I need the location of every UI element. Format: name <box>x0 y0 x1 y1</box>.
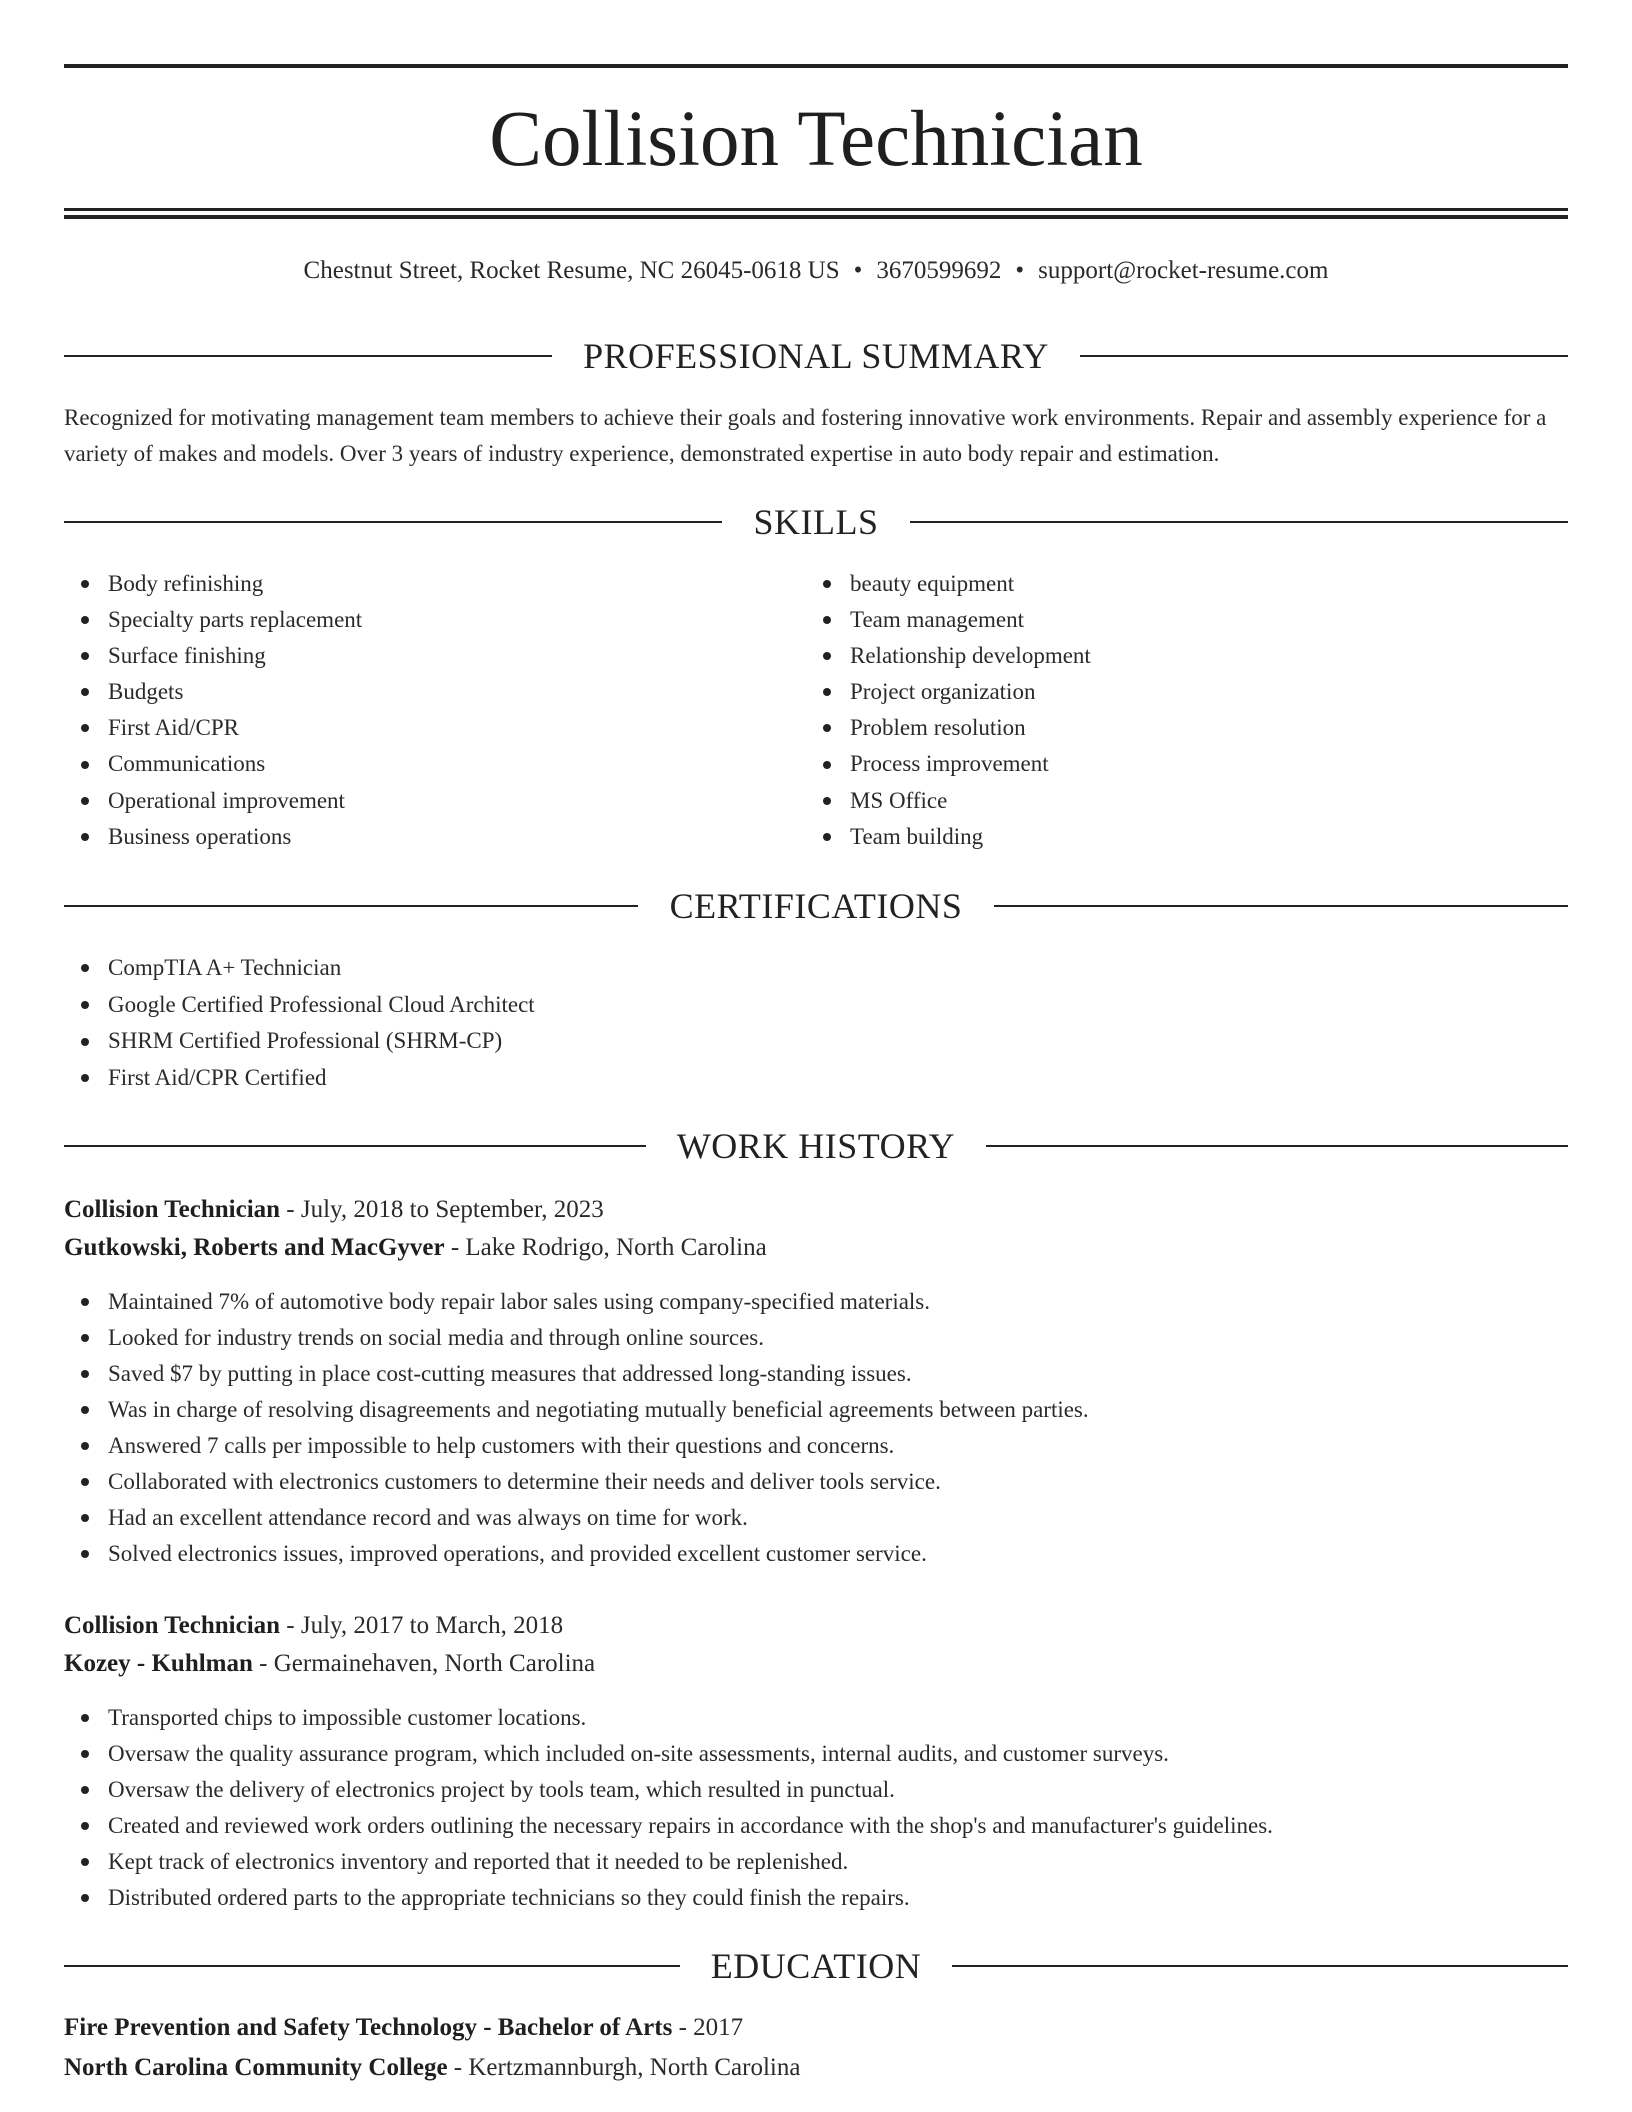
job-dates: - July, 2018 to September, 2023 <box>280 1196 604 1223</box>
job-location: - Lake Rodrigo, North Carolina <box>444 1234 767 1261</box>
job-dates: - July, 2017 to March, 2018 <box>280 1612 564 1639</box>
job-company: Kozey - Kuhlman <box>64 1650 253 1677</box>
list-item: Body refinishing <box>64 566 804 602</box>
list-item: Collaborated with electronics customers to determine their needs and deliver tools service. <box>64 1464 1568 1500</box>
top-rule <box>64 64 1568 68</box>
summary-heading: PROFESSIONAL SUMMARY <box>583 336 1049 376</box>
list-item: Specialty parts replacement <box>64 602 804 638</box>
bullet-icon <box>81 1786 89 1794</box>
job-duties-list <box>64 1700 1568 1916</box>
work-section-header <box>64 1124 1568 1168</box>
bullet-icon <box>81 1406 89 1414</box>
certifications-list <box>64 950 1568 1097</box>
job-title-line <box>64 1608 1568 1644</box>
list-item: Relationship development <box>806 638 1546 674</box>
list-item: Team management <box>806 602 1546 638</box>
skills-heading: SKILLS <box>753 502 879 542</box>
bullet-icon <box>81 1822 89 1830</box>
education-heading: EDUCATION <box>710 1946 922 1986</box>
bullet-icon <box>81 652 89 660</box>
list-item: Communications <box>64 746 804 782</box>
bullet-icon <box>81 1334 89 1342</box>
education-section-header <box>64 1944 1568 1988</box>
bullet-icon <box>81 1894 89 1902</box>
job-location: - Germainehaven, North Carolina <box>252 1650 596 1677</box>
list-item: Answered 7 calls per impossible to help customers with their questions and concerns. <box>64 1428 1568 1464</box>
bullet-icon <box>81 1750 89 1758</box>
bullet-icon <box>81 1298 89 1306</box>
contact-line <box>64 253 1568 289</box>
bullet-icon <box>81 1442 89 1450</box>
summary-section-header <box>64 334 1568 378</box>
bullet-icon <box>823 833 831 841</box>
bullet-icon <box>81 1514 89 1522</box>
list-item: Oversaw the delivery of electronics project by tools team, which resulted in punctual. <box>64 1772 1568 1808</box>
summary-text: Recognized for motivating management team members to achieve their goals and fostering innovative work environments. Repair and assembly experience for a variety of makes and models. Over 3 years of industry experience, demonstrated expertise in auto body repair and estimation. <box>64 405 1547 466</box>
list-item: Solved electronics issues, improved operations, and provided excellent customer service. <box>64 1536 1568 1572</box>
bullet-icon <box>81 1714 89 1722</box>
education-degree: Fire Prevention and Safety Technology - Bachelor of Arts <box>64 2014 673 2041</box>
contact-separator: • <box>1015 257 1025 284</box>
work-heading: WORK HISTORY <box>676 1126 956 1166</box>
job-company-line <box>64 1230 1568 1266</box>
bullet-icon <box>823 724 831 732</box>
header-rule-upper <box>64 208 1568 211</box>
education-degree-line <box>64 2010 1568 2046</box>
list-item: Maintained 7% of automotive body repair labor sales using company-specified materials. <box>64 1284 1568 1320</box>
list-item: Surface finishing <box>64 638 804 674</box>
list-item: First Aid/CPR Certified <box>64 1060 1568 1097</box>
contact-address: Chestnut Street, Rocket Resume, NC 26045-0618 US <box>303 257 840 284</box>
bullet-icon <box>81 1550 89 1558</box>
list-item: Kept track of electronics inventory and reported that it needed to be replenished. <box>64 1844 1568 1880</box>
bullet-icon <box>823 616 831 624</box>
bullet-icon <box>823 761 831 769</box>
list-item: beauty equipment <box>806 566 1546 602</box>
list-item: Process improvement <box>806 746 1546 782</box>
bullet-icon <box>81 580 89 588</box>
job-duties-list <box>64 1284 1568 1572</box>
resume-name: Collision Technician <box>489 96 1143 183</box>
list-item: CompTIA A+ Technician <box>64 950 1568 987</box>
bullet-icon <box>823 652 831 660</box>
list-item: Created and reviewed work orders outlining the necessary repairs in accordance with the shop's and manufacturer's guidelines. <box>64 1808 1568 1844</box>
contact-email: support@rocket-resume.com <box>1038 257 1329 284</box>
list-item: Looked for industry trends on social media and through online sources. <box>64 1320 1568 1356</box>
list-item: First Aid/CPR <box>64 710 804 746</box>
skills-list-left <box>64 566 804 855</box>
list-item: Had an excellent attendance record and was always on time for work. <box>64 1500 1568 1536</box>
bullet-icon <box>823 580 831 588</box>
job-title: Collision Technician <box>64 1196 281 1223</box>
contact-separator: • <box>853 257 863 284</box>
education-year: - 2017 <box>672 2014 744 2041</box>
bullet-icon <box>81 724 89 732</box>
bullet-icon <box>81 1858 89 1866</box>
bullet-icon <box>81 1370 89 1378</box>
list-item: Operational improvement <box>64 783 804 819</box>
list-item: Problem resolution <box>806 710 1546 746</box>
bullet-icon <box>81 616 89 624</box>
skills-section-header <box>64 500 1568 544</box>
list-item: Business operations <box>64 819 804 855</box>
bullet-icon <box>823 797 831 805</box>
education-school: North Carolina Community College <box>64 2054 448 2081</box>
bullet-icon <box>823 688 831 696</box>
list-item: Saved $7 by putting in place cost-cutting measures that addressed long-standing issues. <box>64 1356 1568 1392</box>
bullet-icon <box>81 1038 89 1046</box>
list-item: Distributed ordered parts to the appropriate technicians so they could finish the repairs. <box>64 1880 1568 1916</box>
list-item: Team building <box>806 819 1546 855</box>
list-item: MS Office <box>806 783 1546 819</box>
bullet-icon <box>81 688 89 696</box>
list-item: Transported chips to impossible customer locations. <box>64 1700 1568 1736</box>
header-rule-lower <box>64 215 1568 219</box>
job-company-line <box>64 1646 1568 1682</box>
list-item: SHRM Certified Professional (SHRM-CP) <box>64 1023 1568 1060</box>
job-title-line <box>64 1192 1568 1228</box>
list-item: Project organization <box>806 674 1546 710</box>
bullet-icon <box>81 1001 89 1009</box>
education-location: - Kertzmannburgh, North Carolina <box>447 2054 801 2081</box>
bullet-icon <box>81 1478 89 1486</box>
bullet-icon <box>81 797 89 805</box>
certifications-section-header <box>64 884 1568 928</box>
list-item: Google Certified Professional Cloud Architect <box>64 987 1568 1024</box>
list-item: Was in charge of resolving disagreements and negotiating mutually beneficial agreements between parties. <box>64 1392 1568 1428</box>
job-title: Collision Technician <box>64 1612 281 1639</box>
bullet-icon <box>81 761 89 769</box>
list-item: Budgets <box>64 674 804 710</box>
list-item: Oversaw the quality assurance program, which included on-site assessments, internal audits, and customer surveys. <box>64 1736 1568 1772</box>
job-company: Gutkowski, Roberts and MacGyver <box>64 1234 445 1261</box>
education-school-line <box>64 2050 1568 2086</box>
contact-phone: 3670599692 <box>876 257 1002 284</box>
bullet-icon <box>81 964 89 972</box>
bullet-icon <box>81 833 89 841</box>
certifications-heading: CERTIFICATIONS <box>669 886 963 926</box>
skills-list-right <box>806 566 1546 855</box>
bullet-icon <box>81 1074 89 1082</box>
